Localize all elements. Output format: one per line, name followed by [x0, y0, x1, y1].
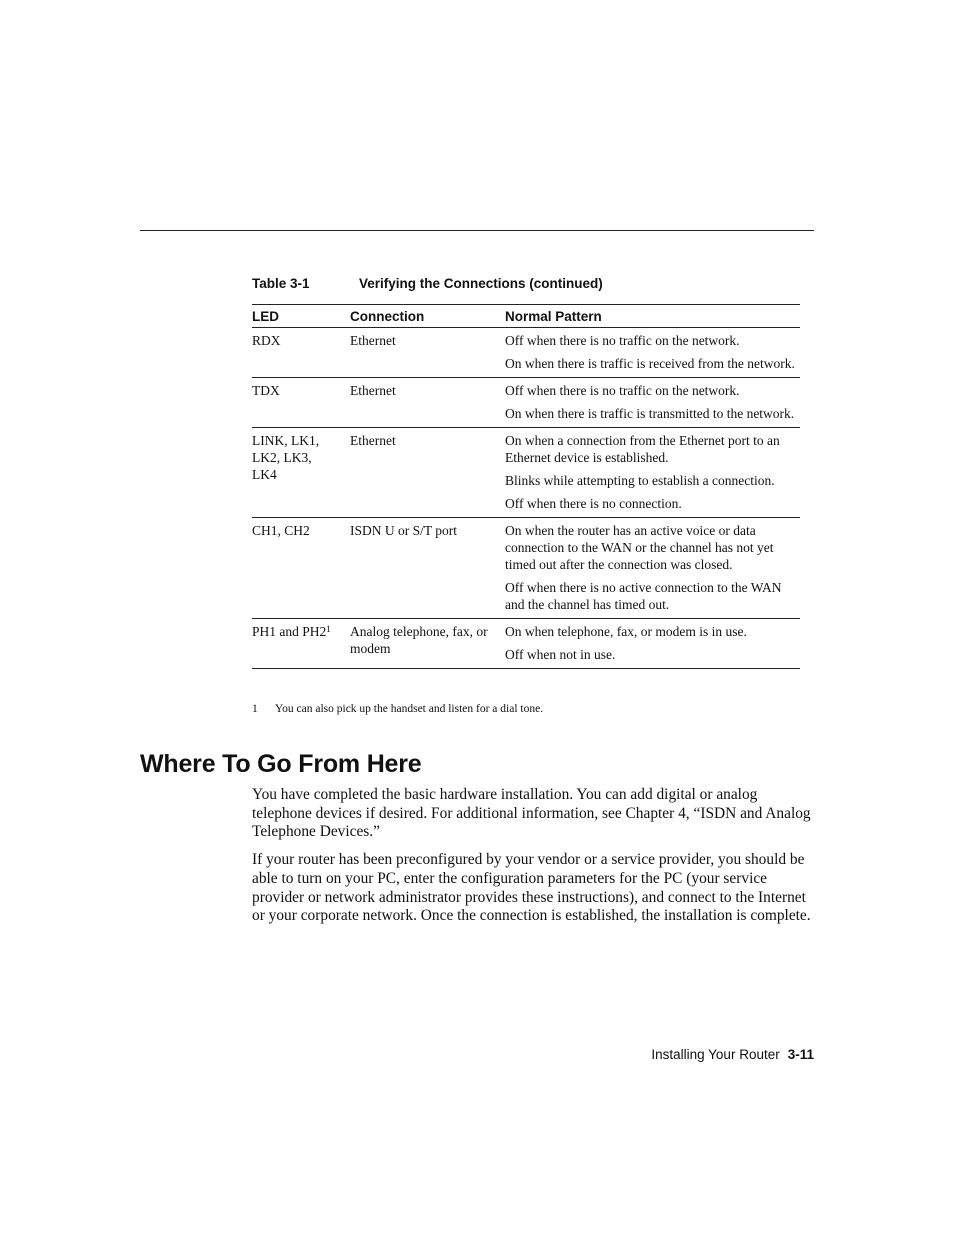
pattern-cell	[505, 328, 800, 378]
led-cell	[252, 328, 350, 378]
pattern-cell	[505, 619, 800, 669]
connection-type: Ethernet	[350, 433, 396, 448]
table-caption-number: Table 3-1	[252, 276, 310, 291]
led-cell	[252, 518, 350, 619]
pattern-text: Blinks while attempting to establish a connection.	[505, 473, 775, 488]
led-cell	[252, 619, 350, 669]
connection-cell	[350, 378, 505, 428]
footnote-marker: 1	[326, 624, 331, 634]
pattern-text: On when the router has an active voice or data connection to the WAN or the channel has not yet timed out after the connection was closed.	[505, 523, 774, 572]
section-heading: Where To Go From Here	[140, 750, 422, 778]
table-row	[252, 518, 800, 619]
table-row	[252, 619, 800, 669]
pattern-text: On when a connection from the Ethernet port to an Ethernet device is established.	[505, 433, 780, 465]
pattern-text: On when telephone, fax, or modem is in use.	[505, 624, 747, 639]
connection-cell	[350, 619, 505, 669]
led-name: CH1, CH2	[252, 523, 310, 538]
table-row	[252, 328, 800, 378]
connection-type: Ethernet	[350, 383, 396, 398]
led-name	[252, 623, 340, 640]
connection-type: Ethernet	[350, 333, 396, 348]
connection-type: ISDN U or S/T port	[350, 523, 458, 538]
led-name-text: PH1 and PH2	[252, 624, 327, 639]
table-row	[252, 378, 800, 428]
connections-table	[252, 304, 800, 669]
pattern-text: On when there is traffic is transmitted to the network.	[505, 406, 795, 421]
footnote-text: You can also pick up the handset and listen for a dial tone.	[275, 703, 544, 715]
pattern-text: Off when there is no traffic on the network.	[505, 333, 740, 348]
led-name: RDX	[252, 333, 281, 348]
led-name: TDX	[252, 383, 280, 398]
pattern-text: Off when there is no connection.	[505, 496, 682, 511]
page-number: 3-11	[787, 1047, 814, 1062]
connection-cell	[350, 428, 505, 518]
pattern-cell	[505, 518, 800, 619]
table-header-row	[252, 305, 800, 328]
table-caption-title: Verifying the Connections (continued)	[359, 276, 603, 291]
top-rule	[140, 230, 814, 231]
footer-chapter-title: Installing Your Router	[651, 1047, 780, 1062]
body-paragraph: If your router has been preconfigured by your vendor or a service provider, you should be able to turn on your PC, enter the configuration parameters for the PC (your service provider or network administrator provides these instructions), and connect to the Internet or your corporate network. Once the connection is established, the installation is complete.	[252, 851, 811, 925]
footnote-number: 1	[252, 703, 258, 715]
connection-type: Analog telephone, fax, or modem	[350, 624, 488, 656]
header-normal-pattern: Normal Pattern	[505, 305, 800, 328]
pattern-text: Off when there is no traffic on the network.	[505, 383, 740, 398]
led-cell	[252, 428, 350, 518]
header-led: LED	[252, 305, 350, 328]
pattern-text: Off when there is no active connection to the WAN and the channel has timed out.	[505, 580, 782, 612]
led-name: LINK, LK1, LK2, LK3, LK4	[252, 433, 320, 482]
pattern-cell	[505, 378, 800, 428]
led-cell	[252, 378, 350, 428]
table-caption	[252, 276, 603, 291]
header-connection: Connection	[350, 305, 505, 328]
connection-cell	[350, 518, 505, 619]
pattern-text: Off when not in use.	[505, 647, 616, 662]
section-body	[252, 786, 818, 935]
pattern-cell	[505, 428, 800, 518]
table-row	[252, 428, 800, 518]
body-paragraph: You have completed the basic hardware installation. You can add digital or analog telephone devices if desired. For additional information, see Chapter 4, “ISDN and Analog Telephone Devices.”	[252, 786, 811, 841]
page-footer	[651, 1047, 814, 1062]
pattern-text: On when there is traffic is received from the network.	[505, 356, 795, 371]
connection-cell	[350, 328, 505, 378]
table-footnote	[252, 703, 543, 715]
